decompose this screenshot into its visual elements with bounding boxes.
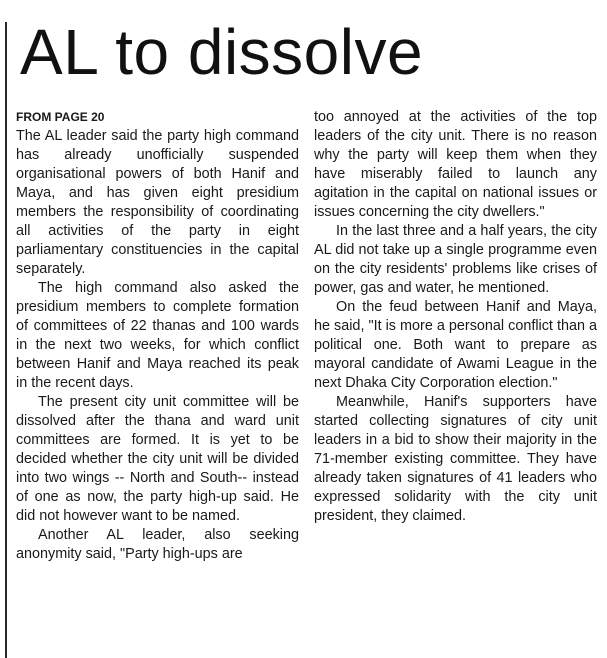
paragraph: The present city unit committee will be dissolved after the thana and ward unit committees are formed. It is yet to be decided whether the city unit will be divided into two wings -- North and South-- instead of one as now, the party high-up said. He did not however want to be named. [16,394,299,524]
paragraph: The AL leader said the party high command has already unofficially suspended organisational powers of both Hanif and Maya, and has given eight presidium members the responsibility of coordinating all activities of the party in eight parliamentary constituencies in the capital separately. [16,128,299,277]
article-column-1 [16,108,299,564]
column-rule [5,22,7,658]
article-column-2 [314,108,597,526]
paragraph: too annoyed at the activities of the top leaders of the city unit. There is no reason why the party will keep them when they have miserably failed to launch any agitation in the capital on national issues or issues concerning the city dwellers." [314,109,597,220]
headline: AL to dissolve [20,16,424,88]
continuation-kicker: FROM PAGE 20 [16,110,105,124]
paragraph: In the last three and a half years, the city AL did not take up a single programme even on the city residents' problems like crises of power, gas and water, he mentioned. [314,223,597,296]
paragraph: Another AL leader, also seeking anonymity said, "Party high-ups are [16,527,299,562]
paragraph: The high command also asked the presidium members to complete formation of committees of 22 thanas and 100 wards in the next two weeks, for which conflict between Hanif and Maya reached its peak in the recent days. [16,280,299,391]
paragraph: Meanwhile, Hanif's supporters have started collecting signatures of city unit leaders in a bid to show their majority in the 71-member existing committee. They have already taken signatures of 41 leaders who expressed solidarity with the city unit president, they claimed. [314,394,597,524]
paragraph: On the feud between Hanif and Maya, he said, "It is more a personal conflict than a political one. Both want to prepare as mayoral candidate of Awami League in the next Dhaka City Corporation election." [314,299,597,391]
